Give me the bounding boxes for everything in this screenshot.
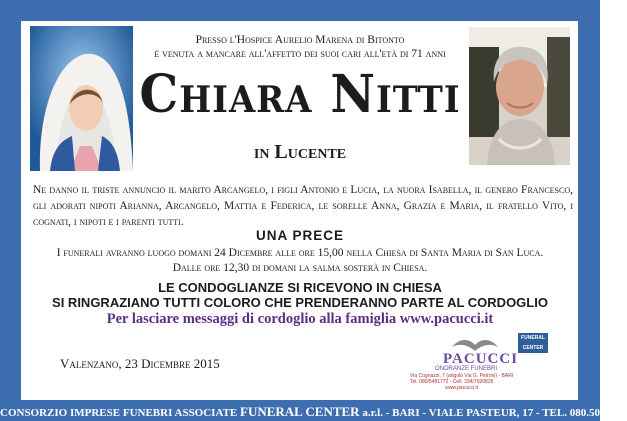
agency-web: www.pacucci.it: [445, 385, 478, 391]
footer-bar: [0, 404, 627, 420]
agency-address: Via Cognazzi, 7 (angolo Via G. Petroni) - BARI: [410, 373, 514, 379]
condolences-line: LE CONDOGLIANZE SI RICEVONO IN CHIESA: [158, 280, 442, 295]
prayer-heading: UNA PRECE: [255, 228, 344, 243]
age-line: è venuta a mancare all'affetto dei suoi cari all'età di 71 anni: [154, 48, 446, 60]
agency-name: PACUCCI: [443, 351, 519, 367]
footer-prefix: CONSORZIO IMPRESE FUNEBRI ASSOCIATE: [0, 407, 238, 419]
place-date: Valenzano, 23 Dicembre 2015: [60, 356, 220, 371]
funeral-line-1: I funerali avranno luogo domani 24 Dicembre alle ore 15,00 nella Chiesa di Santa Maria di San Luca.: [56, 247, 544, 259]
deceased-name: Chiara Nitti: [139, 64, 461, 125]
thanks-line: SI RINGRAZIANO TUTTI COLORO CHE PRENDERANNO PARTE AL CORDOGLIO: [52, 295, 548, 310]
footer-suffix: a.r.l. - BARI - VIALE PASTEUR, 17 - TEL. 080.5043556: [362, 407, 627, 419]
hospice-line: Presso l'Hospice Aurelio Marena di Bitonto: [195, 34, 405, 46]
agency-logo: [405, 333, 555, 391]
announcement-text: Ne danno il triste annuncio il marito Arcangelo, i figli Antonio e Lucia, la nuora Isabella, il genero Francesco, gli adorati nipoti Arianna, Arcangelo, Mattia e Federica, le sorelle Anna, Grazia e Maria, il fratello Vito, i cognati, i nipoti e i parenti tutti.: [33, 184, 573, 228]
married-name: in Lucente: [253, 141, 347, 163]
agency-contacts: [410, 373, 513, 391]
footer-brand: FUNERAL CENTER: [240, 404, 360, 419]
funeral-line-2: Dalle ore 12,30 di domani la salma sosterà in Chiesa.: [172, 262, 428, 274]
condolence-message-link[interactable]: Per lasciare messaggi di cordoglio alla famiglia www.pacucci.it: [106, 311, 494, 327]
agency-phones: Tel. 080/5481772 - Cell. 334/7920826: [410, 379, 494, 385]
funeral-center-badge: FUNERAL CENTER: [518, 333, 548, 353]
agency-subtitle: ONORANZE FUNEBRI: [435, 366, 498, 372]
